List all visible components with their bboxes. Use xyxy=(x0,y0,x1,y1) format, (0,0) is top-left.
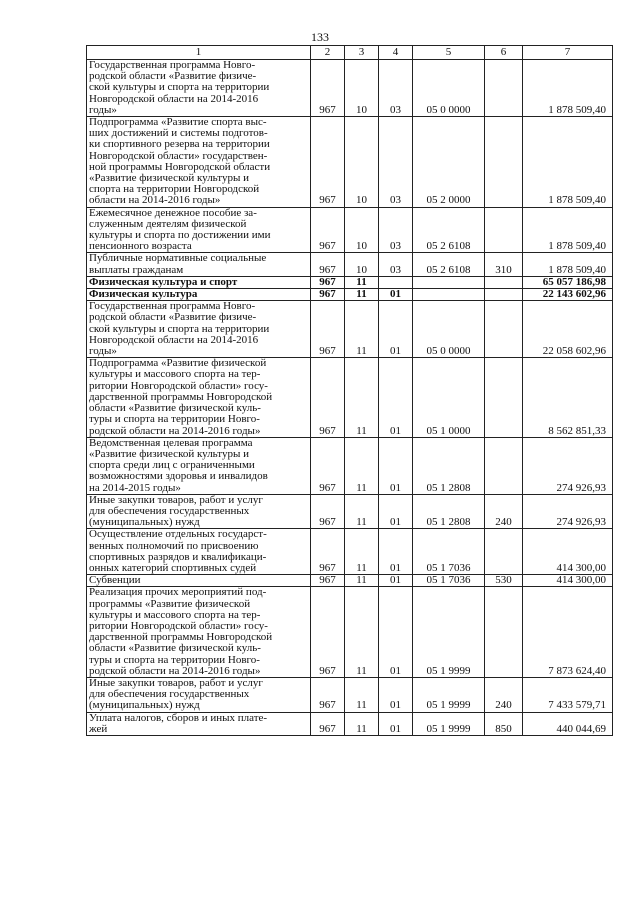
row-amount-cell xyxy=(523,587,613,678)
table-row xyxy=(87,529,613,575)
row-code-cell-text: 967 xyxy=(319,722,336,735)
row-expense-type-cell-text: 530 xyxy=(495,574,512,587)
row-amount-cell xyxy=(523,712,613,735)
row-name-cell xyxy=(87,207,311,253)
row-expense-type-cell xyxy=(485,437,523,494)
row-section-cell xyxy=(345,301,379,358)
row-section-cell-text: 11 xyxy=(356,561,367,574)
row-amount-cell xyxy=(523,494,613,529)
row-subsection-cell xyxy=(379,358,413,437)
row-subsection-cell-text: 01 xyxy=(390,424,401,437)
row-expense-type-cell xyxy=(485,289,523,301)
row-name-cell xyxy=(87,494,311,529)
row-target-cell xyxy=(413,60,485,117)
row-subsection-cell-text: 01 xyxy=(390,574,401,587)
header-cell: 4 xyxy=(379,46,413,60)
row-name-cell xyxy=(87,437,311,494)
row-subsection-cell xyxy=(379,494,413,529)
row-amount-cell-text: 1 878 509,40 xyxy=(548,240,606,253)
row-subsection-cell xyxy=(379,587,413,678)
row-amount-cell-text: 414 300,00 xyxy=(556,561,606,574)
row-target-cell xyxy=(413,587,485,678)
table-header-row xyxy=(87,46,613,60)
row-target-cell xyxy=(413,677,485,712)
row-target-cell-text: 05 1 9999 xyxy=(426,664,471,677)
row-subsection-cell-text: 01 xyxy=(390,722,401,735)
row-amount-cell xyxy=(523,60,613,117)
row-name-cell-text: Реализация прочих мероприятий под- программы «Развитие физической культуры и массового спорта на тер- ритории Новгородской области» госу- дарственной программы Новгородской области «Развитие физической куль- туры и спорта на территории Новго- родской области на 2014-2016 годы» xyxy=(89,586,273,677)
row-amount-cell xyxy=(523,289,613,301)
row-target-cell-text: 05 1 9999 xyxy=(426,699,471,712)
row-code-cell xyxy=(311,677,345,712)
row-target-cell xyxy=(413,207,485,253)
row-amount-cell xyxy=(523,276,613,288)
row-section-cell xyxy=(345,358,379,437)
row-target-cell xyxy=(413,301,485,358)
row-amount-cell xyxy=(523,117,613,208)
row-subsection-cell-text: 03 xyxy=(390,240,401,253)
row-amount-cell-text: 7 873 624,40 xyxy=(548,664,606,677)
row-name-cell xyxy=(87,276,311,288)
row-section-cell xyxy=(345,207,379,253)
row-amount-cell xyxy=(523,301,613,358)
row-target-cell xyxy=(413,494,485,529)
header-cell: 6 xyxy=(485,46,523,60)
row-target-cell-text: 05 1 2808 xyxy=(426,481,471,494)
row-code-cell-text: 967 xyxy=(319,263,336,276)
row-target-cell xyxy=(413,117,485,208)
row-name-cell xyxy=(87,575,311,587)
row-subsection-cell xyxy=(379,301,413,358)
row-target-cell-text: 05 2 6108 xyxy=(426,240,471,253)
row-target-cell-text: 05 0 0000 xyxy=(426,345,471,358)
row-name-cell xyxy=(87,587,311,678)
row-target-cell-text: 05 1 2808 xyxy=(426,516,471,529)
table-row xyxy=(87,494,613,529)
row-amount-cell xyxy=(523,529,613,575)
row-code-cell xyxy=(311,437,345,494)
row-subsection-cell xyxy=(379,253,413,276)
row-section-cell-text: 11 xyxy=(356,424,367,437)
row-code-cell xyxy=(311,712,345,735)
row-subsection-cell xyxy=(379,117,413,208)
row-section-cell-text: 10 xyxy=(356,240,367,253)
row-amount-cell xyxy=(523,207,613,253)
row-section-cell-text: 11 xyxy=(356,288,367,301)
row-code-cell xyxy=(311,289,345,301)
row-subsection-cell xyxy=(379,207,413,253)
row-subsection-cell xyxy=(379,289,413,301)
row-expense-type-cell-text: 240 xyxy=(495,516,512,529)
row-name-cell xyxy=(87,60,311,117)
row-name-cell-text: Осуществление отдельных государст- венных полномочий по присвоению спортивных разрядов и квалификаци- онных категорий спортивных судей xyxy=(89,528,267,574)
row-code-cell xyxy=(311,575,345,587)
row-subsection-cell-text: 01 xyxy=(390,664,401,677)
row-section-cell-text: 11 xyxy=(356,345,367,358)
row-name-cell-text: Физическая культура и спорт xyxy=(89,275,238,288)
row-section-cell xyxy=(345,575,379,587)
row-expense-type-cell xyxy=(485,529,523,575)
row-target-cell-text: 05 0 0000 xyxy=(426,103,471,116)
row-subsection-cell xyxy=(379,575,413,587)
row-code-cell-text: 967 xyxy=(319,516,336,529)
row-target-cell-text: 05 1 7036 xyxy=(426,561,471,574)
row-code-cell-text: 967 xyxy=(319,664,336,677)
table-row xyxy=(87,358,613,437)
row-code-cell-text: 967 xyxy=(319,103,336,116)
row-code-cell xyxy=(311,60,345,117)
row-subsection-cell-text: 01 xyxy=(390,699,401,712)
row-section-cell-text: 11 xyxy=(356,516,367,529)
row-code-cell-text: 967 xyxy=(319,561,336,574)
row-subsection-cell xyxy=(379,437,413,494)
row-amount-cell-text: 1 878 509,40 xyxy=(548,194,606,207)
row-code-cell xyxy=(311,529,345,575)
row-expense-type-cell xyxy=(485,575,523,587)
row-amount-cell-text: 1 878 509,40 xyxy=(548,263,606,276)
row-name-cell xyxy=(87,677,311,712)
row-expense-type-cell-text: 310 xyxy=(495,263,512,276)
row-code-cell xyxy=(311,301,345,358)
row-target-cell xyxy=(413,437,485,494)
row-section-cell-text: 11 xyxy=(356,481,367,494)
row-name-cell-text: Физическая культура xyxy=(89,288,198,301)
row-section-cell-text: 11 xyxy=(356,699,367,712)
row-target-cell xyxy=(413,253,485,276)
row-section-cell-text: 10 xyxy=(356,263,367,276)
row-subsection-cell-text: 01 xyxy=(390,561,401,574)
row-section-cell xyxy=(345,587,379,678)
row-target-cell xyxy=(413,358,485,437)
row-amount-cell-text: 65 057 186,98 xyxy=(542,275,606,288)
row-target-cell-text: 05 2 0000 xyxy=(426,194,471,207)
row-section-cell xyxy=(345,494,379,529)
row-name-cell-text: Субвенции xyxy=(89,574,141,587)
row-section-cell xyxy=(345,117,379,208)
row-subsection-cell-text: 01 xyxy=(390,345,401,358)
row-section-cell xyxy=(345,289,379,301)
row-subsection-cell-text: 03 xyxy=(390,103,401,116)
header-cell: 7 xyxy=(523,46,613,60)
row-amount-cell xyxy=(523,358,613,437)
header-cell: 3 xyxy=(345,46,379,60)
row-expense-type-cell xyxy=(485,358,523,437)
row-name-cell xyxy=(87,117,311,208)
row-section-cell xyxy=(345,253,379,276)
page-number: 133 xyxy=(311,30,329,44)
row-code-cell-text: 967 xyxy=(319,574,336,587)
row-name-cell-text: Подпрограмма «Развитие физической культуры и массового спорта на тер- ритории Новгородской области» госу- дарственной программы Новгородской области «Развитие физической куль- туры и спорта на территории Новго- родской области на 2014-2016 годы» xyxy=(89,357,273,437)
table-row xyxy=(87,276,613,288)
table-row xyxy=(87,301,613,358)
row-code-cell-text: 967 xyxy=(319,345,336,358)
row-name-cell xyxy=(87,712,311,735)
row-target-cell xyxy=(413,529,485,575)
row-target-cell-text: 05 2 6108 xyxy=(426,263,471,276)
row-amount-cell-text: 7 433 579,71 xyxy=(548,699,606,712)
row-name-cell-text: Уплата налогов, сборов и иных плате- жей xyxy=(89,711,268,735)
row-amount-cell-text: 22 143 602,96 xyxy=(542,288,606,301)
row-subsection-cell xyxy=(379,712,413,735)
row-section-cell-text: 11 xyxy=(356,664,367,677)
row-subsection-cell-text: 03 xyxy=(390,263,401,276)
row-code-cell xyxy=(311,494,345,529)
row-subsection-cell xyxy=(379,677,413,712)
row-subsection-cell xyxy=(379,60,413,117)
row-amount-cell xyxy=(523,437,613,494)
row-expense-type-cell xyxy=(485,677,523,712)
row-expense-type-cell xyxy=(485,253,523,276)
row-section-cell-text: 11 xyxy=(356,722,367,735)
row-target-cell-text: 05 1 7036 xyxy=(426,574,471,587)
row-code-cell-text: 967 xyxy=(319,288,336,301)
header-cell: 2 xyxy=(311,46,345,60)
row-expense-type-cell xyxy=(485,494,523,529)
row-code-cell-text: 967 xyxy=(319,481,336,494)
row-subsection-cell-text: 01 xyxy=(390,516,401,529)
row-code-cell xyxy=(311,358,345,437)
row-name-cell-text: Государственная программа Новго- родской области «Развитие физиче- ской культуры и спорта на территории Новгородской области на 2014-2016 годы» xyxy=(89,300,270,358)
row-name-cell-text: Публичные нормативные социальные выплаты гражданам xyxy=(89,252,267,276)
row-expense-type-cell-text: 240 xyxy=(495,699,512,712)
row-subsection-cell-text: 03 xyxy=(390,194,401,207)
row-name-cell xyxy=(87,253,311,276)
row-name-cell xyxy=(87,529,311,575)
row-expense-type-cell xyxy=(485,712,523,735)
row-target-cell xyxy=(413,575,485,587)
row-expense-type-cell xyxy=(485,207,523,253)
row-code-cell-text: 967 xyxy=(319,424,336,437)
row-code-cell-text: 967 xyxy=(319,699,336,712)
row-section-cell xyxy=(345,529,379,575)
row-code-cell xyxy=(311,253,345,276)
budget-table xyxy=(86,45,613,736)
row-expense-type-cell xyxy=(485,301,523,358)
row-code-cell xyxy=(311,276,345,288)
row-subsection-cell-text: 01 xyxy=(390,288,401,301)
row-amount-cell-text: 22 058 602,96 xyxy=(542,345,606,358)
row-section-cell-text: 11 xyxy=(356,574,367,587)
row-target-cell xyxy=(413,289,485,301)
table-row xyxy=(87,437,613,494)
row-name-cell xyxy=(87,301,311,358)
row-code-cell xyxy=(311,207,345,253)
row-section-cell xyxy=(345,276,379,288)
row-expense-type-cell xyxy=(485,587,523,678)
row-subsection-cell xyxy=(379,276,413,288)
row-expense-type-cell xyxy=(485,117,523,208)
row-name-cell-text: Иные закупки товаров, работ и услуг для обеспечения государственных (муниципальных) нужд xyxy=(89,676,263,712)
row-code-cell-text: 967 xyxy=(319,194,336,207)
row-code-cell-text: 967 xyxy=(319,275,336,288)
row-section-cell-text: 10 xyxy=(356,194,367,207)
row-amount-cell-text: 1 878 509,40 xyxy=(548,103,606,116)
row-code-cell xyxy=(311,587,345,678)
row-name-cell-text: Ежемесячное денежное пособие за- служенным деятелям физической культуры и спорта по достижении ими пенсионного возраста xyxy=(89,206,271,253)
row-section-cell-text: 10 xyxy=(356,103,367,116)
table-row xyxy=(87,712,613,735)
row-section-cell xyxy=(345,712,379,735)
row-expense-type-cell-text: 850 xyxy=(495,722,512,735)
row-expense-type-cell xyxy=(485,276,523,288)
row-name-cell-text: Иные закупки товаров, работ и услуг для обеспечения государственных (муниципальных) нужд xyxy=(89,493,263,529)
table-row xyxy=(87,60,613,117)
row-amount-cell-text: 274 926,93 xyxy=(556,516,606,529)
row-section-cell xyxy=(345,677,379,712)
row-expense-type-cell xyxy=(485,60,523,117)
row-name-cell xyxy=(87,358,311,437)
table-row xyxy=(87,117,613,208)
table-row xyxy=(87,677,613,712)
table-row xyxy=(87,207,613,253)
row-amount-cell-text: 8 562 851,33 xyxy=(548,424,606,437)
row-subsection-cell xyxy=(379,529,413,575)
header-cell: 5 xyxy=(413,46,485,60)
table-row xyxy=(87,289,613,301)
row-amount-cell-text: 414 300,00 xyxy=(556,574,606,587)
header-cell: 1 xyxy=(87,46,311,60)
table-row xyxy=(87,575,613,587)
row-section-cell xyxy=(345,437,379,494)
row-section-cell xyxy=(345,60,379,117)
row-amount-cell xyxy=(523,253,613,276)
row-name-cell-text: Ведомственная целевая программа «Развитие физической культуры и спорта среди лиц с ограниченными возможностями здоровья и инвалидов на 2014-2015 годы» xyxy=(89,436,268,494)
row-target-cell xyxy=(413,712,485,735)
row-amount-cell-text: 440 044,69 xyxy=(556,722,606,735)
row-section-cell-text: 11 xyxy=(356,275,367,288)
row-amount-cell-text: 274 926,93 xyxy=(556,481,606,494)
row-target-cell-text: 05 1 0000 xyxy=(426,424,471,437)
row-target-cell xyxy=(413,276,485,288)
table-row xyxy=(87,253,613,276)
row-amount-cell xyxy=(523,677,613,712)
row-amount-cell xyxy=(523,575,613,587)
row-name-cell-text: Государственная программа Новго- родской области «Развитие физиче- ской культуры и спорта на территории Новгородской области на 2014-2016 годы» xyxy=(89,59,270,116)
row-name-cell xyxy=(87,289,311,301)
table-row xyxy=(87,587,613,678)
row-subsection-cell-text: 01 xyxy=(390,481,401,494)
row-code-cell xyxy=(311,117,345,208)
row-name-cell-text: Подпрограмма «Развитие спорта выс- ших достижений и системы подготов- ки спортивного резерва на территории Новгородской области» государствен- ной программы Новгородской области «Развитие физической культуры и спорта на территории Новгородской области на 2014-2016 годы» xyxy=(89,116,271,207)
row-target-cell-text: 05 1 9999 xyxy=(426,722,471,735)
row-code-cell-text: 967 xyxy=(319,240,336,253)
